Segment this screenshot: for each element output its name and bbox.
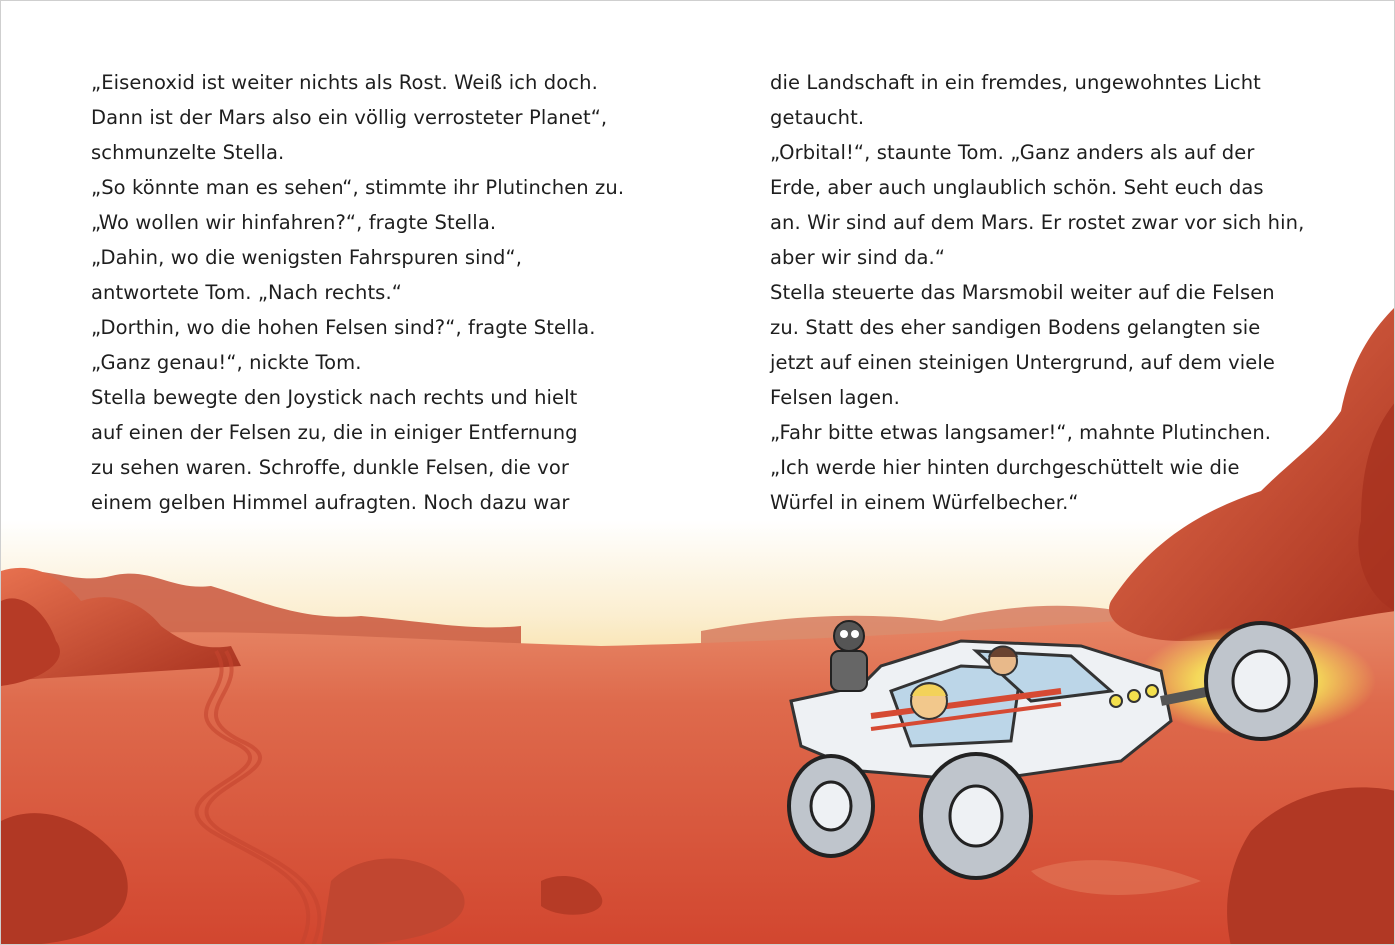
text-line: Würfel in einem Würfelbecher.“ (770, 491, 1079, 514)
text-line: „Eisenoxid ist weiter nichts als Rost. Weiß ich doch. (91, 71, 598, 94)
text-column-right (770, 65, 1304, 520)
text-line: zu sehen waren. Schroffe, dunkle Felsen, die vor (91, 456, 569, 479)
text-line: „Fahr bitte etwas langsamer!“, mahnte Plutinchen. (770, 421, 1272, 444)
text-line: auf einen der Felsen zu, die in einiger Entfernung (91, 421, 578, 444)
text-line: Felsen lagen. (770, 386, 900, 409)
text-line: „Orbital!“, staunte Tom. „Ganz anders als auf der (770, 141, 1255, 164)
text-line: Erde, aber auch unglaublich schön. Seht euch das (770, 176, 1264, 199)
text-line: an. Wir sind auf dem Mars. Er rostet zwar vor sich hin, (770, 211, 1305, 234)
text-line: die Landschaft in ein fremdes, ungewohntes Licht (770, 71, 1261, 94)
text-line: zu. Statt des eher sandigen Bodens gelangten sie (770, 316, 1261, 339)
text-line: Stella steuerte das Marsmobil weiter auf die Felsen (770, 281, 1275, 304)
text-line: „So könnte man es sehen“, stimmte ihr Plutinchen zu. (91, 176, 625, 199)
text-line: getaucht. (770, 106, 865, 129)
text-line: Stella bewegte den Joystick nach rechts und hielt (91, 386, 578, 409)
text-column-left (91, 65, 624, 520)
text-line: aber wir sind da.“ (770, 246, 946, 269)
text-line: schmunzelte Stella. (91, 141, 285, 164)
text-line: „Dahin, wo die wenigsten Fahrspuren sind“, (91, 246, 523, 269)
text-line: Dann ist der Mars also ein völlig verrosteter Planet“, (91, 106, 608, 129)
text-line: einem gelben Himmel aufragten. Noch dazu war (91, 491, 570, 514)
text-line: antwortete Tom. „Nach rechts.“ (91, 281, 402, 304)
text-line: „Wo wollen wir hinfahren?“, fragte Stella. (91, 211, 497, 234)
text-line: „Dorthin, wo die hohen Felsen sind?“, fragte Stella. (91, 316, 596, 339)
text-line: „Ganz genau!“, nickte Tom. (91, 351, 362, 374)
robot-passenger (831, 621, 867, 691)
text-line: „Ich werde hier hinten durchgeschüttelt wie die (770, 456, 1240, 479)
text-line: jetzt auf einen steinigen Untergrund, auf dem viele (770, 351, 1276, 374)
